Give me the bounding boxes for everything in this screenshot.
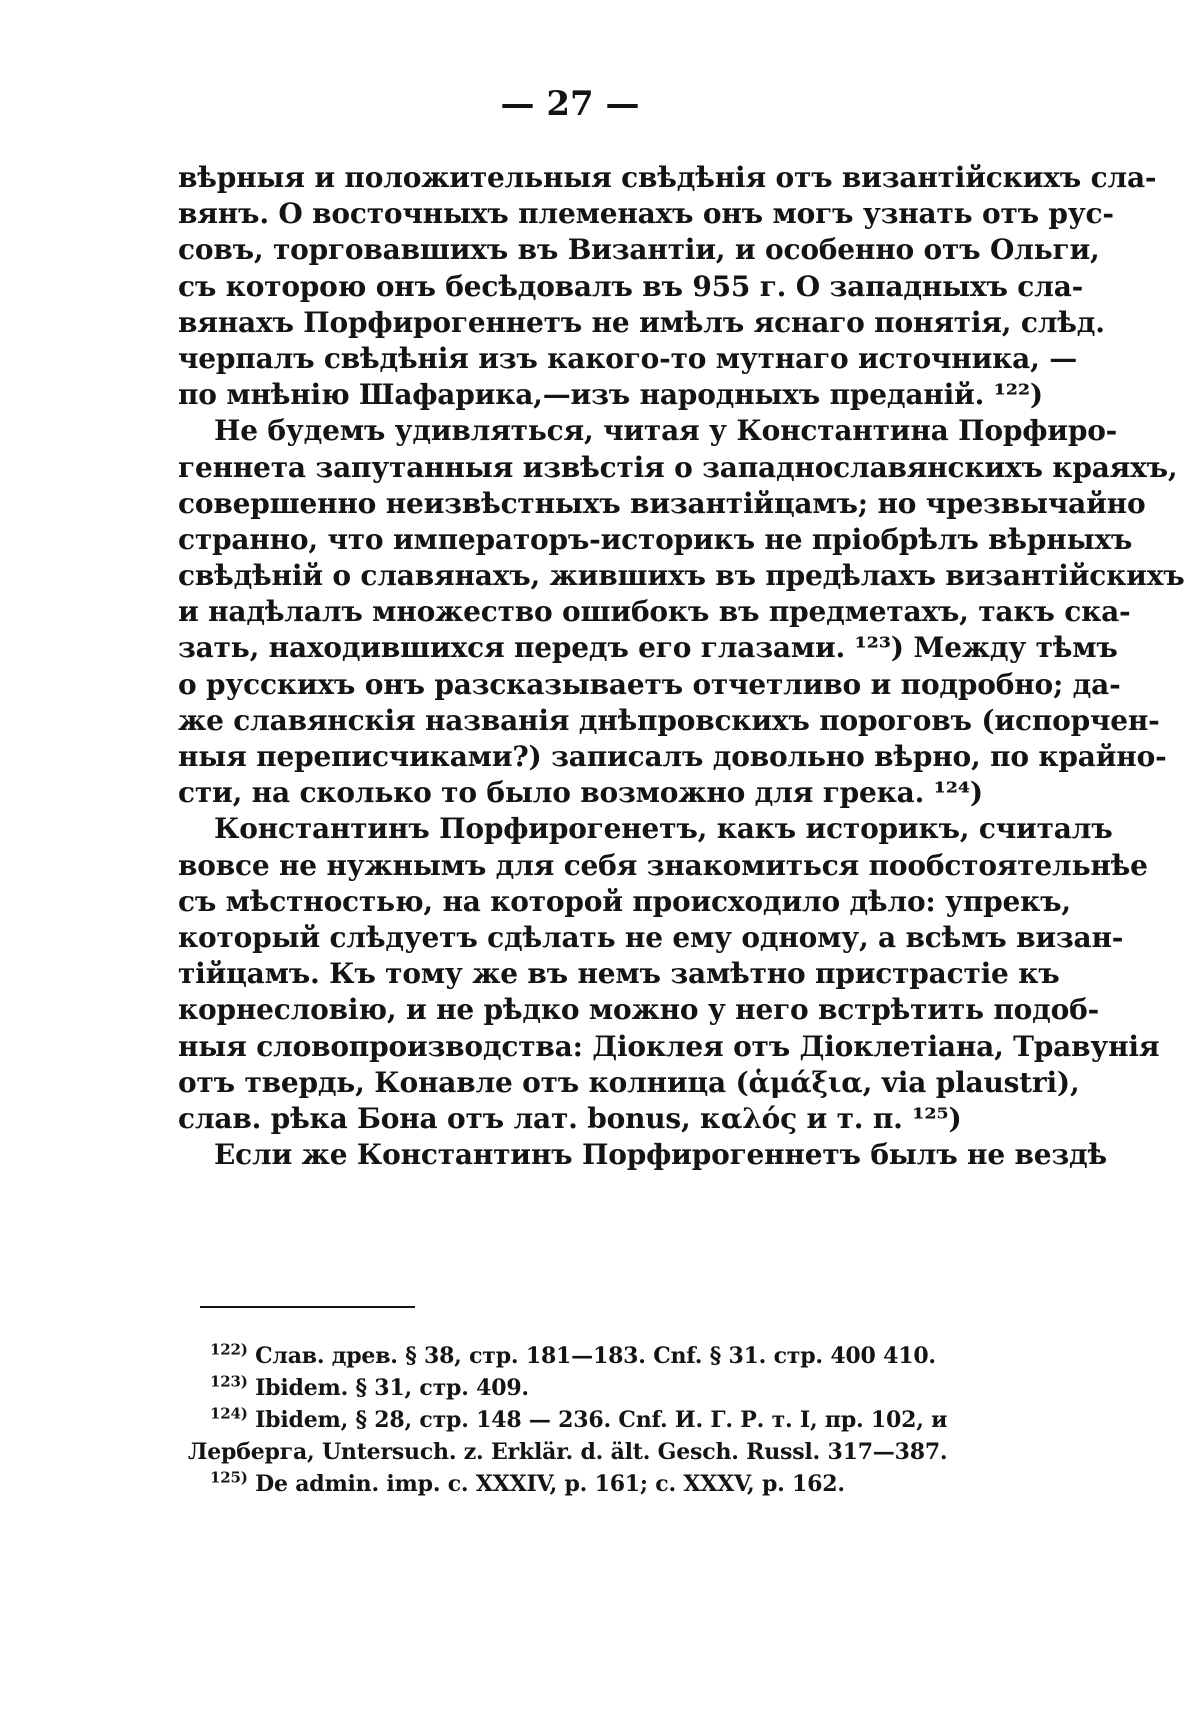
text-line: совъ, торговавшихъ въ Византіи, и особенно отъ Ольги,	[178, 233, 1100, 267]
text-line: Не будемъ удивляться, читая у Константина Порфиро-	[214, 414, 1118, 448]
text-line: Константинъ Порфирогенетъ, какъ историкъ, считалъ	[214, 812, 1113, 846]
footnote-text: Ibidem. § 31, стр. 409.	[255, 1375, 529, 1401]
text-line: съ которою онъ бесѣдовалъ въ 955 г. О западныхъ сла-	[178, 269, 1084, 303]
text-line: который слѣдуетъ сдѣлать не ему одному, а всѣмъ визан-	[178, 920, 1124, 954]
text-line: геннета запутанныя извѣстія о западнославянскихъ краяхъ,	[178, 450, 1178, 484]
footnote	[210, 1340, 990, 1372]
body-text	[178, 160, 1184, 1173]
footnote	[210, 1404, 990, 1436]
text-line: корнесловію, и не рѣдко можно у него встрѣтить подоб-	[178, 993, 1099, 1027]
text-line: слав. рѣка Бона отъ лат. bonus, καλός и т. п. ¹²⁵)	[178, 1101, 962, 1135]
footnote	[210, 1372, 990, 1404]
footnote-number: 122)	[210, 1340, 248, 1359]
footnote-number: 123)	[210, 1372, 248, 1391]
text-line: съ мѣстностью, на которой происходило дѣло: упрекъ,	[178, 884, 1071, 918]
footnote	[210, 1468, 990, 1500]
text-line: сти, на сколько то было возможно для грека. ¹²⁴)	[178, 776, 983, 810]
text-line: совершенно неизвѣстныхъ византійцамъ; но чрезвычайно	[178, 486, 1146, 520]
text-line: же славянскія названія днѣпровскихъ пороговъ (испорчен-	[178, 703, 1160, 737]
footnote-text: Лерберга, Untersuch. z. Erklär. d. ält. Gesch. Russl. 317—387.	[188, 1439, 948, 1465]
footnote-divider	[200, 1306, 415, 1308]
footnote-text: De admin. imp. c. XXXIV, p. 161; c. XXXV, p. 162.	[255, 1471, 845, 1497]
footnote-text: Слав. древ. § 38, стр. 181—183. Cnf. § 31. стр. 400 410.	[255, 1343, 936, 1369]
text-line: вянахъ Порфирогеннетъ не имѣлъ яснаго понятія, слѣд.	[178, 305, 1105, 339]
footnote-number: 125)	[210, 1468, 248, 1487]
footnote-number: 124)	[210, 1404, 248, 1423]
text-line: о русскихъ онъ разсказываетъ отчетливо и подробно; да-	[178, 667, 1121, 701]
text-line: Если же Константинъ Порфирогеннетъ былъ не вездѣ	[214, 1138, 1107, 1172]
footnote-continuation	[188, 1436, 990, 1468]
text-line: тійцамъ. Къ тому же въ немъ замѣтно пристрастіе къ	[178, 957, 1060, 991]
footnote-text: Ibidem, § 28, стр. 148 — 236. Cnf. И. Г. Р. т. I, пр. 102, и	[255, 1407, 948, 1433]
text-line: и надѣлалъ множество ошибокъ въ предметахъ, такъ ска-	[178, 595, 1131, 629]
text-line: зать, находившихся передъ его глазами. ¹²³) Между тѣмъ	[178, 631, 1118, 665]
text-line: по мнѣнію Шафарика,—изъ народныхъ преданій. ¹²²)	[178, 378, 1043, 412]
page-number: — 27 —	[500, 84, 640, 124]
text-line: вовсе не нужнымъ для себя знакомиться пообстоятельнѣе	[178, 848, 1148, 882]
footnotes	[188, 1340, 990, 1500]
text-line: отъ твердь, Конавле отъ колница (ἁμάξια, via plaustri),	[178, 1065, 1080, 1099]
text-line: свѣдѣній о славянахъ, жившихъ въ предѣлахъ византійскихъ	[178, 559, 1184, 593]
text-line: черпалъ свѣдѣнія изъ какого-то мутнаго источника, —	[178, 341, 1078, 375]
text-line: вѣрныя и положительныя свѣдѣнія отъ византійскихъ сла-	[178, 161, 1157, 194]
text-line: ныя словопроизводства: Діоклея отъ Діоклетіана, Травунія	[178, 1029, 1160, 1063]
text-line: вянъ. О восточныхъ племенахъ онъ могъ узнать отъ рус-	[178, 197, 1114, 231]
text-line: ныя переписчиками?) записалъ довольно вѣрно, по крайно-	[178, 740, 1167, 773]
text-line: странно, что императоръ-историкъ не пріобрѣлъ вѣрныхъ	[178, 522, 1133, 556]
